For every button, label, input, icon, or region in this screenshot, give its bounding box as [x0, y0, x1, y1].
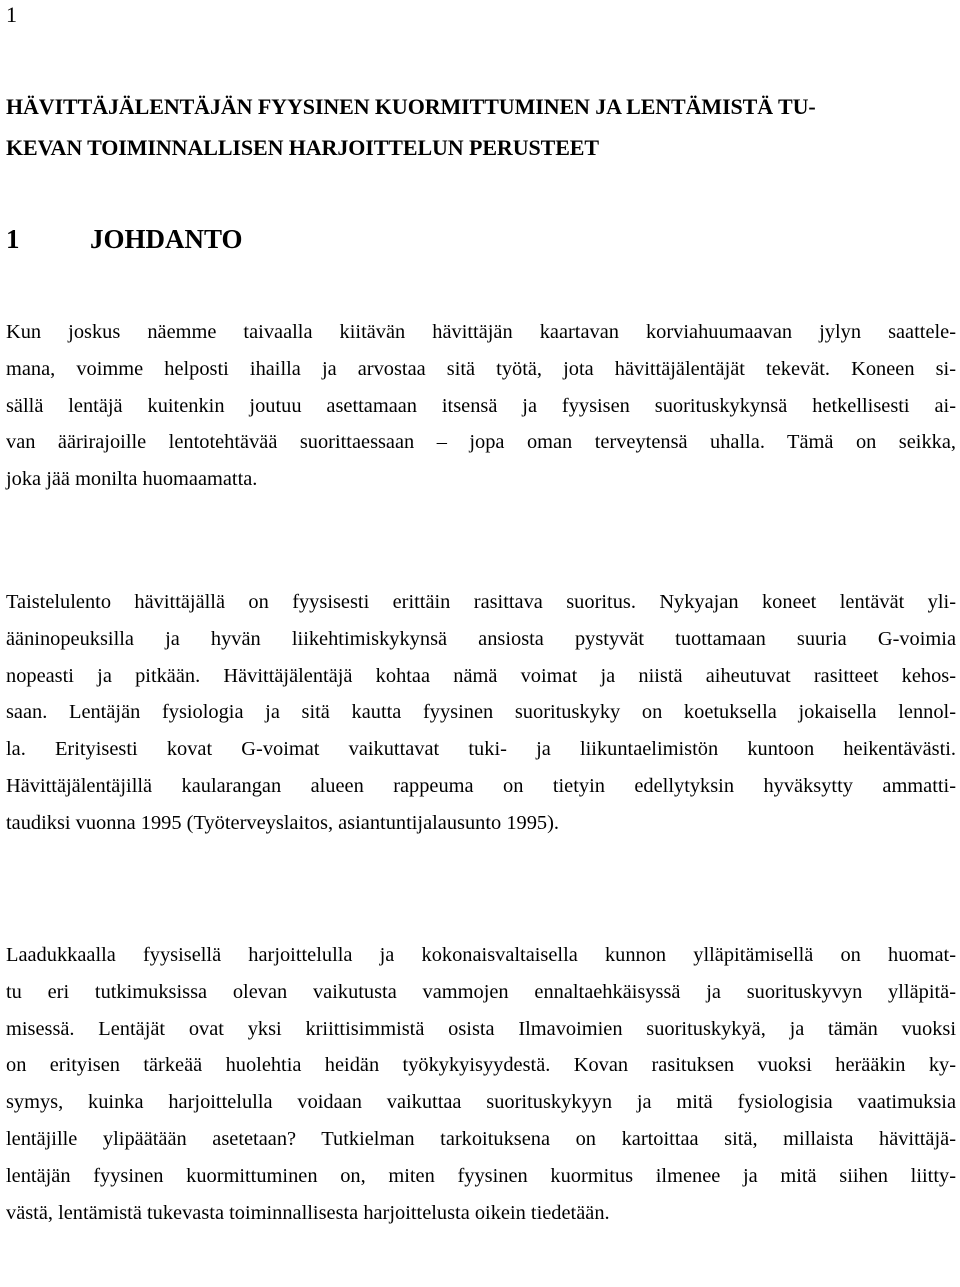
document-title-line: HÄVITTÄJÄLENTÄJÄN FYYSINEN KUORMITTUMINEN JA LENTÄMISTÄ TU-	[6, 94, 816, 119]
paragraph-combat-flight	[6, 584, 956, 842]
text-line: mana, voimme helposti ihailla ja arvostaa sitä työtä, jota hävittäjälentäjät tekevät. Koneen si-	[6, 357, 956, 380]
section-title: JOHDANTO	[90, 224, 243, 254]
text-line: Laadukkaalla fyysisellä harjoittelulla ja kokonaisvaltaisella kunnon ylläpitämisellä on huomat-	[6, 944, 956, 966]
text-line: misessä. Lentäjät ovat yksi kriittisimmistä osista Ilmavoimien suorituskykyä, ja tämän vuoksi	[6, 1017, 956, 1040]
text-line: lentäjän fyysinen kuormittuminen on, miten fyysinen kuormitus ilmenee ja mitä siihen liitty-	[6, 1164, 956, 1187]
text-line: västä, lentämistä tukevasta toiminnallisesta harjoittelusta oikein tiedetään.	[6, 1201, 610, 1224]
text-line: van äärirajoille lentotehtävää suorittaessaan – jopa oman terveytensä uhalla. Tämä on seikka,	[6, 431, 956, 454]
document-title-line: KEVAN TOIMINNALLISEN HARJOITTELUN PERUSTEET	[6, 135, 599, 160]
text-line: Taistelulento hävittäjällä on fyysisesti erittäin rasittava suoritus. Nykyajan koneet lentävät yli-	[6, 591, 956, 613]
text-line: nopeasti ja pitkään. Hävittäjälentäjä kohtaa nämä voimat ja niistä aiheutuvat rasitteet kehos-	[6, 664, 956, 687]
paragraph-training	[6, 937, 956, 1231]
text-line: symys, kuinka harjoittelulla voidaan vaikuttaa suorituskykyyn ja mitä fysiologisia vaatimuksia	[6, 1091, 956, 1114]
text-line: on erityisen tärkeää huolehtia heidän työkykyisyydestä. Kovan rasituksen vuoksi herääkin ky-	[6, 1054, 956, 1077]
section-number: 1	[6, 224, 20, 254]
page-number: 1	[6, 2, 17, 27]
text-line: lentäjille ylipäätään asetetaan? Tutkielman tarkoituksena on kartoittaa sitä, millaista hävittäjä-	[6, 1127, 956, 1150]
text-line: Kun joskus näemme taivaalla kiitävän hävittäjän kaartavan korviahuumaavan jylyn saattele-	[6, 321, 956, 343]
text-line: taudiksi vuonna 1995 (Työterveyslaitos, asiantuntijalausunto 1995).	[6, 811, 559, 834]
text-line: tu eri tutkimuksissa olevan vaikutusta vammojen ennaltaehkäisyssä ja suorituskyvyn ylläpitä-	[6, 980, 956, 1003]
paragraph-intro	[6, 314, 956, 498]
text-line: ääninopeuksilla ja hyvän liikehtimiskykynsä ansiosta pystyvät tuottamaan suuria G-voimia	[6, 627, 956, 650]
text-line: la. Erityisesti kovat G-voimat vaikuttavat tuki- ja liikuntaelimistön kuntoon heikentävästi.	[6, 738, 956, 761]
text-line: saan. Lentäjän fysiologia ja sitä kautta fyysinen suorituskyky on koetuksella jokaisella lennol-	[6, 701, 956, 724]
text-line: sällä lentäjä kuitenkin joutuu asettamaan itsensä ja fyysisen suorituskykynsä hetkellisesti ai-	[6, 394, 956, 417]
text-line: Hävittäjälentäjillä kaularangan alueen rappeuma on tietyin edellytyksin hyväksytty ammatti-	[6, 774, 956, 797]
text-line: joka jää monilta huomaamatta.	[6, 468, 258, 491]
section-heading	[6, 222, 243, 256]
document-title	[6, 86, 954, 168]
